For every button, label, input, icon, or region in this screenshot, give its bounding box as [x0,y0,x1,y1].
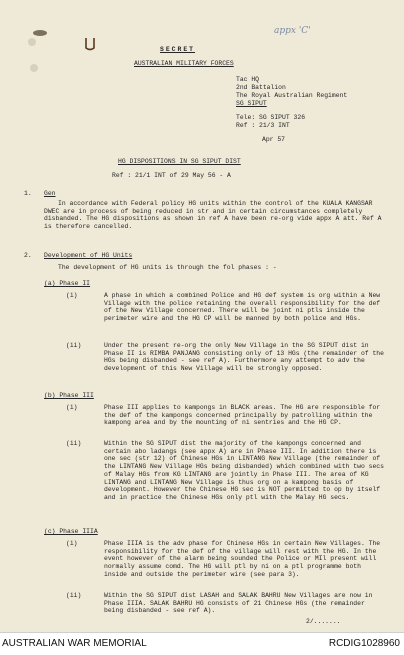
handwritten-annotation: appx 'C' [274,26,311,36]
item-text: Under the present re-org the only New Village in the SG SIPUT dist in Phase II is RIMBA PANJANG consisting only of 13 HGs (the remainder of the HGs being disbanded - see ref A). Furthermore any attempt to adv the development of this New Village will be strongly opposed. [104,342,384,373]
item-number: (ii) [66,592,82,599]
item-text: Phase IIIA is the adv phase for Chinese HGs in certain New Villages. The responsibility for the def of the village will rest with the HG. In the event however of the alarm being sounded the Police or MIl present will normally assume comd. The HG will ptl by ni on a ptl programme both inside and outside the perimeter wire (see para 3). [104,540,381,578]
staple-mark-icon [84,36,96,52]
punch-hole [28,38,36,46]
address-line: SG SIPUT [236,100,267,107]
date-line: Apr 57 [262,136,286,143]
document-title: HG DISPOSITIONS IN SG SIPUT DIST [118,158,241,165]
phase-label: (c) Phase IIIA [44,528,98,535]
telephone-line: Tele: SG SIPUT 326 [236,114,306,121]
document-reference: Ref : 21/1 INT of 29 May 56 - A [112,172,231,179]
section-intro: The development of HG units is through the fol phases : - [58,264,277,271]
classification-heading: SECRET [160,46,196,53]
item-text: A phase in which a combined Police and HG def system is org within a New Village with the police retaining the overall responsibility for the def of the New Village concerned. There will be joint ni ptls inside the perimeter wire and the HG CP will be manned by both police and HGs. [104,292,381,323]
phase-label: (a) Phase II [44,280,91,287]
phase-label: (b) Phase III [44,392,94,399]
archive-name: AUSTRALIAN WAR MEMORIAL [2,638,147,649]
ink-stain-icon [30,28,50,38]
item-text: Phase III applies to kampongs in BLACK areas. The HG are responsible for the def of the kampongs concerned principally by patrolling within the kampong area and by the mounting of ni sentries and the HG CP. [104,404,381,427]
page-continuation-marker: 2/....... [306,618,341,625]
section-heading: Development of HG Units [44,252,133,259]
punch-hole [30,64,38,72]
item-number: (ii) [66,440,82,447]
archive-id: RCDIG1028960 [328,638,400,649]
reference-line: Ref : 21/3 INT [236,122,290,129]
archive-footer [0,632,404,655]
section-number: 1. [24,190,32,197]
item-text: Within the SG SIPUT dist the majority of the kampongs concerned and certain abo ladangs (see appx A) are in Phase III. In addition there is one sec (str 12) of Chinese HGs in LINTANG New Village (the remainder of the LINTANG New Village HGs being disbanded) which combined with two secs of Malay HGs from KG LINTANG are jointly in Phase III. The area of KG LINTANG and LINTANG New Village is thus org on a kampong basis of development. However the Chinese HG sec is NOT permitted to op by itself and in practice the Chinese HGs only ptl with the Malay HG secs. [104,440,384,501]
item-number: (i) [66,292,78,299]
organization-heading: AUSTRALIAN MILITARY FORCES [134,60,234,67]
address-line: The Royal Australian Regiment [236,92,348,99]
section-heading: Gen [44,190,56,197]
item-number: (i) [66,540,78,547]
section-body: In accordance with Federal policy HG units within the control of the KUALA KANGSAR DWEC are in process of being reduced in str and in certain circumstances completely disbanded. The HG dispositions as shown in ref A have been re-org vide appx A att. Ref A is therefore cancelled. [44,200,382,231]
item-number: (i) [66,404,78,411]
item-text: Within the SG SIPUT dist LASAH and SALAK BAHRU New Villages are now in Phase IIIA. SALAK BAHRU HG consists of 21 Chinese HGs (the remainder being disbanded - see ref A). [104,592,373,615]
address-line: Tac HQ [236,76,260,83]
section-number: 2. [24,252,32,259]
address-line: 2nd Battalion [236,84,286,91]
item-number: (ii) [66,342,82,349]
